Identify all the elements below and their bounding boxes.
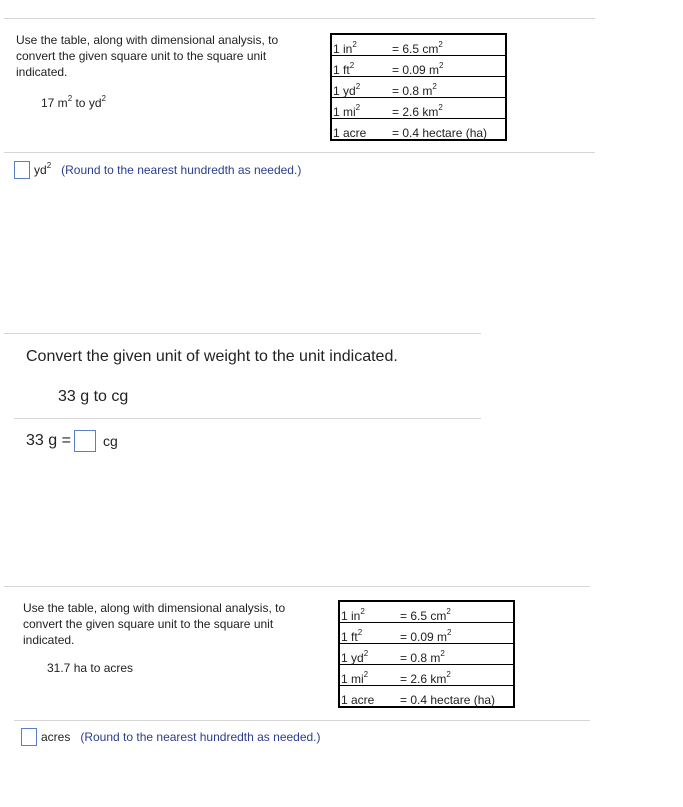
- conversion-right: = 2.6 $km^2$: [394, 665, 514, 686]
- problem1-hint: (Round to the nearest hundredth as needed.): [61, 163, 302, 177]
- conversion-right: = 6.5 $cm^2$: [394, 601, 514, 623]
- problem1-answer-row: [14, 161, 301, 179]
- conversion-row: [331, 34, 506, 56]
- divider-top: [4, 18, 595, 19]
- conversion-table-1: [330, 33, 507, 141]
- problem3-given: 31.7 ha to acres: [47, 661, 134, 675]
- conversion-left: 1 $in^2$: [331, 34, 386, 56]
- conversion-row: [339, 601, 514, 623]
- conversion-left: 1 $mi^2$: [331, 98, 386, 119]
- conversion-row: [331, 77, 506, 98]
- conversion-left: 1 $ft^2$: [331, 56, 386, 77]
- problem3-unit: acres: [41, 730, 71, 744]
- conversion-right: = 0.4 hectare (ha): [386, 119, 506, 141]
- conversion-left: 1 $yd^2$: [331, 77, 386, 98]
- conversion-right: = 6.5 $cm^2$: [386, 34, 506, 56]
- conversion-left: 1 $mi^2$: [339, 665, 394, 686]
- divider-1: [4, 152, 595, 153]
- divider-4: [4, 586, 590, 587]
- problem2-answer-input[interactable]: [74, 430, 96, 452]
- conversion-row: [339, 686, 514, 708]
- conversion-table-2: [338, 600, 515, 708]
- problem1-unit: $yd^2$: [34, 161, 52, 177]
- problem1-given: 17 $m^2$ to $yd^2$: [41, 94, 106, 110]
- conversion-row: [331, 119, 506, 141]
- conversion-left: 1 $yd^2$: [339, 644, 394, 665]
- conversion-left: 1 $in^2$: [339, 601, 394, 623]
- conversion-left: 1 acre: [331, 119, 386, 141]
- conversion-row: [331, 98, 506, 119]
- divider-5: [14, 720, 590, 721]
- conversion-row: [331, 56, 506, 77]
- divider-3: [14, 418, 481, 419]
- problem2-answer-unit: cg: [102, 433, 118, 449]
- conversion-right: = 0.8 $m^2$: [386, 77, 506, 98]
- conversion-row: [339, 644, 514, 665]
- problem2-answer-row: [26, 430, 118, 452]
- conversion-row: [339, 665, 514, 686]
- problem2-prompt: Convert the given unit of weight to the unit indicated.: [26, 348, 398, 365]
- problem3-answer-row: [21, 728, 321, 746]
- conversion-left: 1 $ft^2$: [339, 623, 394, 644]
- problem3-prompt: Use the table, along with dimensional analysis, to convert the given square unit to the square unit indicated.: [23, 601, 286, 647]
- problem3-hint: (Round to the nearest hundredth as needed.): [80, 730, 321, 744]
- problem2-answer-prefix: 33 g =: [26, 432, 71, 449]
- problem3-answer-input[interactable]: [21, 728, 37, 746]
- problem1-prompt: Use the table, along with dimensional analysis, to convert the given square unit to the square unit indicated.: [16, 33, 279, 79]
- problem2-given: 33 g to cg: [58, 388, 129, 405]
- conversion-row: [339, 623, 514, 644]
- conversion-right: = 0.09 $m^2$: [386, 56, 506, 77]
- conversion-right: = 0.8 $m^2$: [394, 644, 514, 665]
- conversion-left: 1 acre: [339, 686, 394, 708]
- problem1-answer-input[interactable]: [14, 161, 30, 179]
- conversion-right: = 0.4 hectare (ha): [394, 686, 514, 708]
- conversion-right: = 0.09 $m^2$: [394, 623, 514, 644]
- conversion-right: = 2.6 $km^2$: [386, 98, 506, 119]
- divider-2: [4, 333, 481, 334]
